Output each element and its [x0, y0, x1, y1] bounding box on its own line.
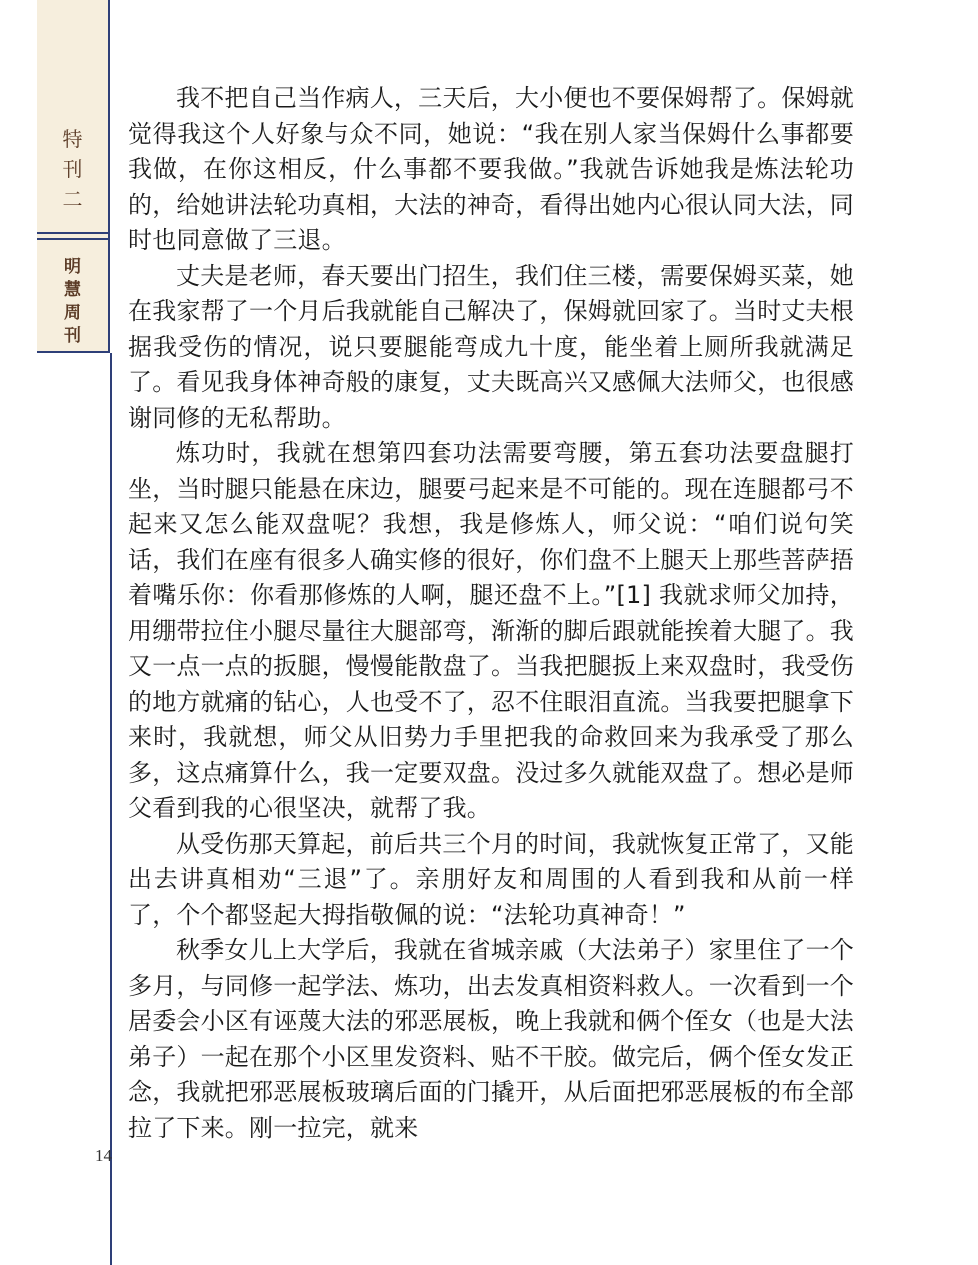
publication-name	[37, 256, 108, 348]
brand-char: 慧	[64, 280, 81, 300]
paragraph: 秋季女儿上大学后，我就在省城亲戚（大法弟子）家里住了一个多月，与同修一起学法、炼功，出去发真相资料救人。一次看到一个居委会小区有诬蔑大法的邪恶展板，晚上我就和俩个侄女（也是大法弟子）一起在那个小区里发资料、贴不干胶。做完后，俩个侄女发正念，我就把邪恶展板玻璃后面的门撬开，从后面把邪恶展板的布全部拉了下来。刚一拉完，就来	[128, 936, 854, 1142]
tab-title-char: 刊	[62, 157, 83, 181]
tab-title-char: 二	[62, 187, 83, 211]
margin-rule	[110, 353, 112, 1265]
paragraph: 我不把自己当作病人，三天后，大小便也不要保姆帮了。保姆就觉得我这个人好象与众不同，她说：“我在别人家当保姆什么事都要我做，在你这相反，什么事都不要我做。”我就告诉她我是炼法轮功的，给她讲法轮功真相，大法的神奇，看得出她内心很认同大法，同时也同意做了三退。	[128, 84, 854, 254]
tab-title-char: 特	[62, 127, 83, 151]
section-side-tab	[37, 0, 110, 353]
tab-divider	[37, 238, 110, 240]
brand-char: 刊	[64, 326, 81, 346]
tab-divider	[37, 232, 110, 234]
paragraph: 炼功时，我就在想第四套功法需要弯腰，第五套功法要盘腿打坐，当时腿只能悬在床边，腿要弓起来是不可能的。现在连腿都弓不起来又怎么能双盘呢？我想，我是修炼人，师父说：“咱们说句笑话，我们在座有很多人确实修的很好，你们盘不上腿天上那些菩萨捂着嘴乐你：你看那修炼的人啊，腿还盘不上。”[1] 我就求师父加持，用绷带拉住小腿尽量往大腿部弯，渐渐的脚后跟就能挨着大腿了。我又一点一点的扳腿，慢慢能散盘了。当我把腿扳上来双盘时，我受伤的地方就痛的钻心，人也受不了，忍不住眼泪直流。当我要把腿拿下来时，我就想，师父从旧势力手里把我的命救回来为我承受了那么多，这点痛算什么，我一定要双盘。没过多久就能双盘了。想必是师父看到我的心很坚决，就帮了我。	[128, 439, 854, 822]
special-issue-label	[37, 124, 108, 214]
paragraph: 丈夫是老师，春天要出门招生，我们住三楼，需要保姆买菜，她在我家帮了一个月后我就能自己解决了，保姆就回家了。当时丈夫根据我受伤的情况，说只要腿能弯成九十度，能坐着上厕所我就满足了。看见我身体神奇般的康复，丈夫既高兴又感佩大法师父，也很感谢同修的无私帮助。	[128, 261, 854, 432]
page-number: 14	[95, 1146, 112, 1165]
paragraph: 从受伤那天算起，前后共三个月的时间，我就恢复正常了，又能出去讲真相劝“三退”了。亲朋好友和周围的人看到我和从前一样了，个个都竖起大拇指敬佩的说：“法轮功真神奇！”	[128, 829, 854, 929]
article-body	[128, 81, 854, 1146]
brand-char: 明	[64, 257, 81, 277]
brand-char: 周	[64, 303, 81, 323]
